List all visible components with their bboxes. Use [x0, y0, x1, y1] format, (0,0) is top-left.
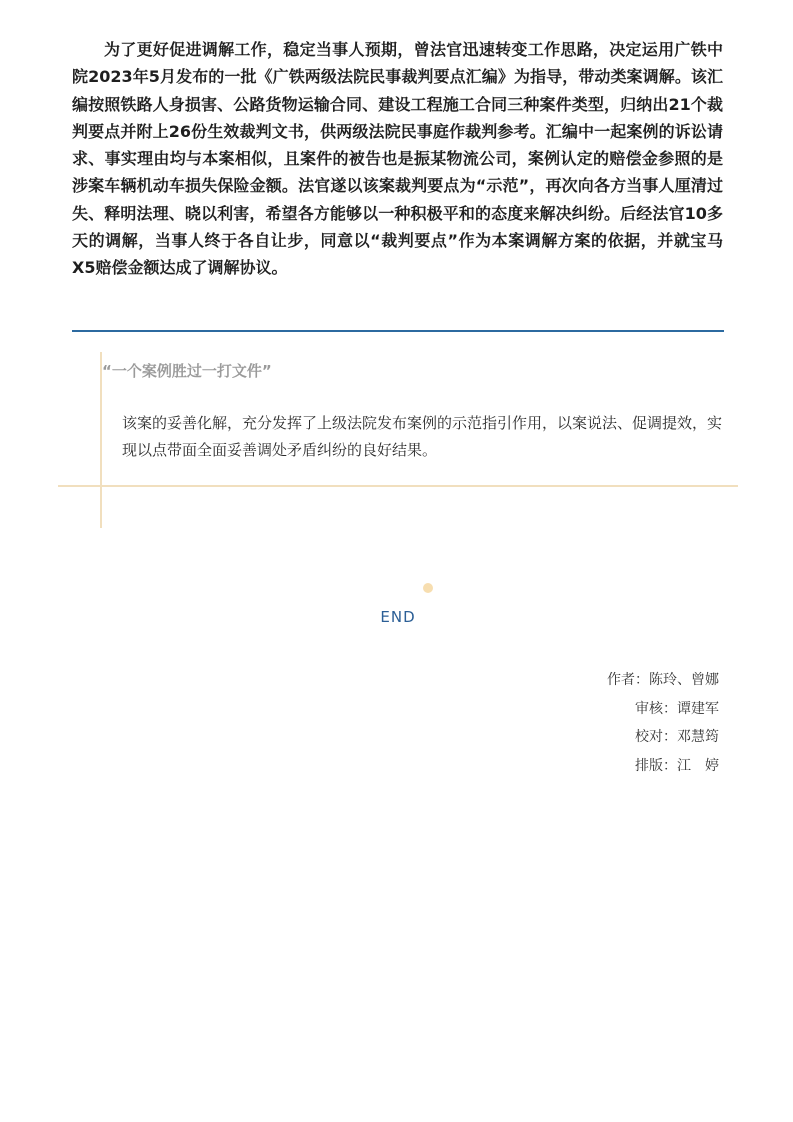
credit-author: 作者：陈玲、曾娜 [607, 672, 719, 688]
end-marker: END [380, 608, 416, 626]
credit-proofreader: 校对：邓慧筠 [635, 729, 719, 745]
section-divider [72, 330, 724, 332]
quote-frame-horizontal-line [58, 485, 738, 487]
quote-body: 该案的妥善化解，充分发挥了上级法院发布案例的示范指引作用，以案说法、促调提效，实现以点带面全面妥善调处矛盾纠纷的良好结果。 [122, 414, 723, 459]
end-dot-icon [423, 583, 433, 593]
quote-heading: “一个案例胜过一打文件” [102, 362, 272, 380]
credits-list [607, 666, 719, 780]
credit-reviewer: 审核：谭建军 [635, 700, 719, 717]
body-paragraph: 为了更好促进调解工作，稳定当事人预期，曾法官迅速转变工作思路，决定运用广铁中院2023年5月发布的一批《广铁两级法院民事裁判要点汇编》为指导，带动类案调解。该汇编按照铁路人身损害、公路货物运输合同、建设工程施工合同三种案件类型，归纳出21个裁判要点并附上26份生效裁判文书，供两级法院民事庭作裁判参考。汇编中一起案例的诉讼请求、事实理由均与本案相似，且案件的被告也是振某物流公司，案例认定的赔偿金参照的是涉案车辆机动车损失保险金额。法官遂以该案裁判要点为“示范”，再次向各方当事人厘清过失、释明法理、晓以利害，希望各方能够以一种积极平和的态度来解决纠纷。后经法官10多天的调解，当事人终于各自让步，同意以“裁判要点”作为本案调解方案的依据，并就宝马X5赔偿金额达成了调解协议。 [72, 40, 723, 278]
credit-typesetter: 排版：江 婷 [635, 757, 719, 774]
